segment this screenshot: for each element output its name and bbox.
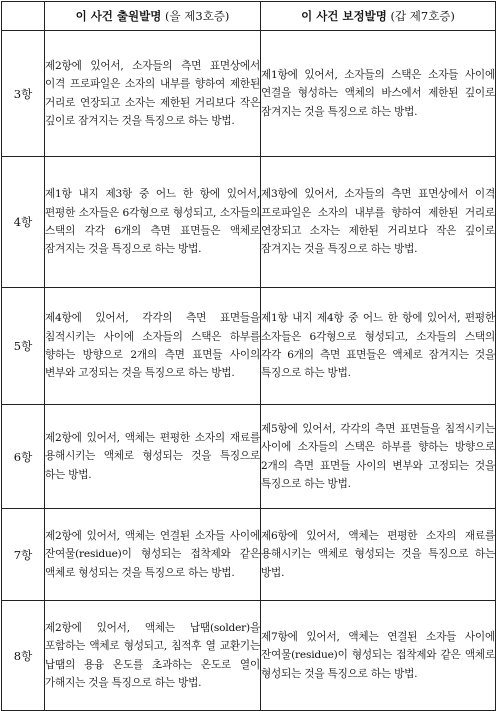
claim-number: 5항	[2, 288, 45, 405]
amended-claim-text: 제6항에 있어서, 액체는 편평한 소자의 재료를 용해시키는 액체로 형성되는 것을 특징으로 하는 방법.	[261, 509, 496, 601]
table-row	[2, 601, 496, 711]
original-claim-text: 제2항에 있어서, 액체는 납땜(solder)을 포함하는 액체로 형성되고, 침적후 열 교환기는 납땜의 용융 온도를 초과하는 온도로 열이 가해지는 것을 특징으로 하는 방법.	[45, 601, 261, 711]
table-row	[2, 288, 496, 405]
table-row	[2, 157, 496, 288]
amended-claim-text: 제7항에 있어서, 액체는 연결된 소자들 사이에 잔여물(residue)이 형성되는 접착제와 같은 액체로 형성되는 것을 특징으로 하는 방법.	[261, 601, 496, 711]
amended-claim-text: 제1항에 있어서, 소자들의 스택은 소자들 사이에 연결을 형성하는 액체의 바스에서 제한된 깊이로 잠겨지는 것을 특징으로 하는 방법.	[261, 31, 496, 157]
original-claim-text: 제2항에 있어서, 액체는 편평한 소자의 재료를 용해시키는 액체로 형성되는 것을 특징으로 하는 방법.	[45, 405, 261, 509]
claim-number: 4항	[2, 157, 45, 288]
original-claim-text: 제2항에 있어서, 액체는 연결된 소자들 사이에 잔여물(residue)이 형성되는 접착제와 같은 액체로 형성되는 것을 특징으로 하는 방법.	[45, 509, 261, 601]
claim-number: 3항	[2, 31, 45, 157]
table-row	[2, 509, 496, 601]
original-claim-text: 제4항에 있어서, 각각의 측면 표면들을 침적시키는 사이에 소자들의 스택은 하부를 향하는 방향으로 2개의 측면 표면들 사이의 변부와 고정되는 것을 특징으로 하는 방법.	[45, 288, 261, 405]
claim-number: 6항	[2, 405, 45, 509]
original-invention-reference: (을 제3호증)	[165, 9, 230, 23]
amended-claim-text: 제5항에 있어서, 각각의 측면 표면들을 침적시키는 사이에 소자들의 스택은 하부를 향하는 방향으로 2개의 측면 표면들 사이의 변부와 고정되는 것을 특징으로 하는 방법.	[261, 405, 496, 509]
claim-number: 8항	[2, 601, 45, 711]
amended-invention-reference: (갑 제7호증)	[390, 9, 455, 23]
claim-number-header	[2, 2, 45, 31]
original-claim-text: 제2항에 있어서, 소자들의 측면 표면상에서 이격 프로파일은 소자의 내부를 향하여 제한된 거리로 연장되고 소자는 제한된 거리보다 작은 깊이로 잠겨지는 것을 특징으로 하는 방법.	[45, 31, 261, 157]
amended-claim-text: 제1항 내지 제4항 중 어느 한 항에 있어서, 편평한 소자들은 6각형으로 형성되고, 소자들의 스택의 각각 6개의 측면 표면들은 액체로 잠겨지는 것을 특징으로 하는 방법.	[261, 288, 496, 405]
table-row	[2, 31, 496, 157]
amended-invention-title: 이 사건 보정발명	[301, 9, 387, 23]
amended-invention-header	[261, 2, 496, 31]
original-invention-title: 이 사건 출원발명	[75, 9, 162, 23]
amended-claim-text: 제3항에 있어서, 소자들의 측면 표면상에서 이격 프로파일은 소자의 내부를 향하여 제한된 거리로 연장되고 소자는 제한된 거리보다 작은 깊이로 잠겨지는 것을 특징으로 하는 방법.	[261, 157, 496, 288]
header-row	[2, 2, 496, 31]
original-invention-header	[45, 2, 261, 31]
table-row	[2, 405, 496, 509]
original-claim-text: 제1항 내지 제3항 중 어느 한 항에 있어서, 편평한 소자들은 6각형으로 형성되고, 소자들의 스택의 각각 6개의 측면 표면들은 액체로 잠겨지는 것을 특징으로 하는 방법.	[45, 157, 261, 288]
claims-comparison-table	[1, 1, 496, 711]
claim-number: 7항	[2, 509, 45, 601]
